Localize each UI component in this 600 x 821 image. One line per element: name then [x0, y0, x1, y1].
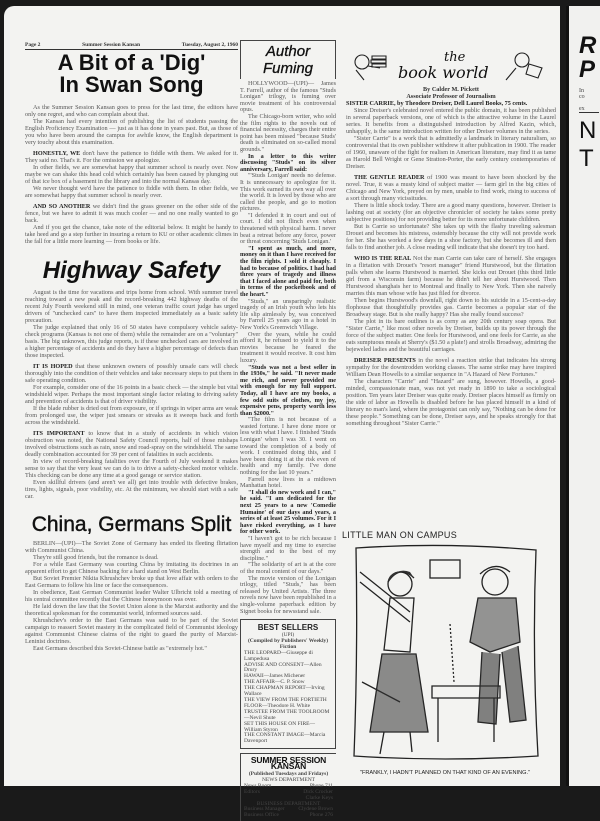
paragraph: The judge explained that only 16 of 50 states have compulsory vehicle safety-check programs (Kansas is not one of them) while the remainder are on a "voluntary" basis. The big unknown, this judge reports, is if these unchecked cars are involved in a higher percentage of accidents and do they have a higher percentage of defects than those inspected. — [25, 324, 238, 359]
paragraph: ITS IMPORTANT to know that in a study of accidents in which vision obstruction was noted, the National Safety Council reports, half of those mishaps involved obstructions such as rain, snow and road-spray on the windshield. The same deadly combination accounted for 39 per cent of fatalities in such accidents. — [25, 430, 238, 458]
paragraph: HOLLYWOOD—(UPI)— James T. Farrell, author of the famous "Studs Lonigan" trilogy, is fuming over movie treatment of his controversial opus. — [240, 80, 336, 114]
paragraph: "I haven't got to be rich because I have myself and my time to exercise strength and to the best of my discipline." — [240, 534, 336, 562]
paragraph: For example, consider one of the 16 points in a basic check — the simple but vital windshield wiper. Perhaps the most important single factor relating to driving safety and prevention of accidents is that of driver visibility. — [25, 384, 238, 405]
text-fragment: co — [579, 94, 585, 100]
paragraph: "I shall do new work and I can," he said. "I am dedicated for the next 25 years to a new 'Comedie Humaine' of our days and years, a series of at least 25 volumes. For it I have risked everything, as I have for other work. — [240, 488, 336, 536]
paragraph: WHO IS THE REAL Not the man Carrie can take care of herself. She engages in a flirtation with Drouet's "resort manager" friend Hurstwood, but the flirtation palls when she learns Hurstwood is married. She kicks out Drouet (this third little girl from a Wisconsin farm) because he didn't tell her about Hurstwood. Then Hurstwood shanghais her to Montreal and finally to New York. Then she naively marries this man whose wife has just filed for divorce. — [346, 255, 556, 297]
cartoon-caption: "FRANKLY, I HADN'T PLANNED ON THAT KIND OF AN EVENING." — [359, 770, 531, 776]
best-seller-item: THE VIEW FROM THE FORTIETH FLOOR—Theodore H. White — [244, 696, 327, 709]
best-seller-item: TRUSTEE FROM THE TOOLROOM—Nevil Shute — [244, 708, 330, 721]
best-seller-item: THE LEOPARD—Giuseppe di Lampedusa — [244, 649, 313, 662]
paragraph: BERLIN—(UPI)—The Soviet Zone of Germany has ended its fleeting flirtation with Communist China. — [25, 540, 238, 554]
adjacent-page — [566, 6, 600, 786]
staff-row: Business Office Phone 276 — [244, 812, 333, 819]
paragraph: The movie version of the Lonigan trilogy, titled "Studs," has been released by United Artists. The three novels now have been republished in a single-volume paperback edition by Signet books for newsstand sale. — [240, 574, 336, 615]
paragraph: But Soviet Premier Nikita Khrushchev broke up that love affair with orders to the East Germans to follow his line or face the consequences. — [25, 575, 238, 589]
issue-date: Tuesday, August 2, 1960 — [181, 42, 238, 48]
paragraph: East Germans described this Soviet-Chinese battle as "extremely hot." — [33, 645, 207, 652]
paragraph: "'Studs Lonigan' needs no defense. It is unnecessary to apologize for it. This work earned its own way all over the world. It is loved by those who are called the people, and go to motion pictures. — [240, 172, 336, 213]
best-seller-item: ADVISE AND CONSENT—Allen Drury — [244, 661, 322, 674]
paragraph: "Sister Carrie" is a work that is admittedly a landmark in literary naturalism, so controversial that its own publisher withdrew it after publication in 1900. The reader of 1960, unaware of the fight for realism in American literature, may find it as tame as Harold Bell Wright or Gene Stratton-Porter, the early century contemporaries of Dreiser. — [346, 135, 556, 170]
staff-row: News Room Phone 711 — [244, 782, 333, 789]
middle-column-stack — [240, 40, 336, 821]
staff-box-title: SUMMER SESSION KANSAN — [250, 755, 327, 772]
page-number: Page 2 — [25, 42, 41, 48]
paragraph: The Chicago-born writer, who sold the film rights to the novels out of financial necessity, charges their entire point has been missed "because Studs' death is eliminated on so-called moral grounds." — [240, 112, 336, 153]
logo-text-bottom: book world — [398, 63, 489, 82]
newspaper-page — [4, 6, 560, 819]
paragraph: HONESTLY, WE don't have the patience to fiddle with them. We asked for it. They said no. That's it. For the omission we apologize. — [25, 150, 238, 164]
paragraph: Then begins Hurstwood's downfall, right down to his suicide in a 15-cent-a-day flophouse that thoughtfully provides gas. Carrie becomes a popular star of the Broadway stage. But is she really happy? Has she really found success? — [346, 297, 556, 318]
masthead — [25, 42, 238, 50]
paragraph: Farrell now lives in a midtown Manhattan hotel. — [240, 475, 336, 490]
paragraph: In view of record-breaking fatalities over the Fourth of July weekend it makes sense to say that the very least we can do is to drive a safety-checked motor vehicle. This checking can be done any time at a good garage or service station. — [25, 458, 238, 479]
paragraph: "I defended it in court and out of court. I did not flinch even when threatened with physical harm. I never beat a retreat before any force, power or threat concerning 'Studs Lonigan.' — [240, 211, 336, 246]
paragraph: "I spent as much, and more, money on it than I have received for the film rights. I sold it cheaply. I had to because of politics. I had had three years of tragedy and illness that I faced alone and paid for, both in terms of the pocketbook and of the heart." — [240, 244, 336, 298]
best-sellers-title: BEST SELLERS — [257, 623, 319, 633]
best-seller-item: THE CHAPMAN REPORT—Irving Wallace — [244, 685, 325, 698]
paragraph: "The film is not because of a wasted fortune. I have done more or less with what I have. I finished 'Studs Lonigan' when I was 30. I went on toward the completion of a body of work. I continued doing this, and I have been doing it at the risk even of health and my family. I've done nothing for the last 10 years." — [240, 416, 336, 477]
paragraph: Khrushchev's order to the East Germans was said to be part of the Soviet campaign to reassert Soviet mastery in the complicated field of Communist ideology against Communist Chinese claims of the right to guard the purity of Marxist-Leninist doctrines. — [25, 617, 238, 645]
best-seller-item: SET THIS HOUSE ON FIRE—William Styron — [244, 720, 315, 733]
paragraph: The characters "Carrie" and "Hazard" are sung, however. Howells, a good-minded, compassionate man, was not yet ready in 1890 to take a sociological position. Ten years later Dreiser was quite ready. Dreiser places himself as firmly on the side of labor as Howells is disabled before he has placed himself in a kind of literary no man's land, where the protagonist can only say, "Nothing can be done for these people." Something can be done, Dreiser says, and he speaks strongly for that something throughout "Sister Carrie." — [346, 378, 556, 427]
left-column — [25, 52, 238, 786]
category: Fiction — [279, 643, 297, 650]
paragraph: "Studs was not a best seller in the 1930s," he said. "It never made me rich, and never provided me with enough for my full support. Today, all I have are my books, a few odd suits of clothes, my joy, expensive pens, property worth less than $2000." — [240, 363, 336, 417]
paragraph: In obedience, East German Communist leader Walter Ulbricht told a meeting of his central committee recently that the Chinese honeymoon was over. — [25, 589, 238, 603]
staff-row: Business Manager Clydene Brown — [244, 806, 333, 813]
text-fragment: ex — [579, 106, 599, 113]
paragraph: They're still good friends, but the romance is dead. — [33, 554, 159, 561]
china-headline: China, Germans Split — [31, 513, 232, 536]
paragraph: And if you get the chance, take note of the editorial below. It might be handy to take heed and go a step further in insuring a return to KU or other academic climes in the fall for a little more learning — from books or life. — [25, 224, 238, 245]
byline-title: Associate Professor of Journalism — [406, 93, 496, 100]
best-seller-item: THE CONSTANT IMAGE—Marcia Davenport — [244, 732, 326, 745]
paragraph: AND SO ANOTHER we didn't find the grass greener on the other side of the fence, but we have to admit it was much cooler — and no one really wanted to go back. — [25, 203, 238, 224]
highway-safety-headline: Highway Safety — [42, 257, 221, 284]
paragraph: Over the years, while he could afford it, he refused to yield it to the movies because he feared the treatment it would receive. It cost him luxury. — [240, 330, 336, 364]
headline-fragment: T — [579, 145, 594, 172]
paragraph: In other fields, we are somewhat happy that summer school is nearly over. Now maybe we can shake this head cold which certainly has been caused by plunging out of that ice box of a basement in the library and into the normal Kansas day. — [25, 164, 238, 185]
news-dept-label: NEWS DEPARTMENT — [261, 776, 316, 783]
book-world-logo — [346, 46, 556, 84]
paragraph: "The solidarity of art is at the core of the moral content of our days." — [240, 561, 336, 575]
paragraph: The plot in its bare outlines is as corny as any 20th century soap opera. But "Sister Carrie," like most other novels by Dreiser, builds up its power through the force of the subject matter. One feels for Hurstwood, and one feels for Carrie, as she eats sumptuous meals at Sherry's ($1.50 a plate!) and strolls Broadway, admiring the bejeweled ladies and the beautiful carriages. — [346, 318, 556, 353]
paragraph: Since Dreiser's celebrated novel entered the public domain, it has been published in several paperback versions, one of which is the attractive volume in the Laurel series. It benefits from a distinguished introduction by Alfred Kazin, which, unhappily, is the same introduction written for other Dreiser volumes in the series. — [346, 107, 556, 135]
paragraph: IT IS HOPED that these unknown owners of possibly unsafe cars will check thoroughly into the condition of their vehicles and take necessary steps to put them in safe operating condition. — [25, 363, 238, 384]
paragraph: We never thought we'd have the patience to fiddle with them. In other fields, we are somewhat happy that summer school is nearly over. — [25, 185, 238, 199]
cartoon-title: LITTLE MAN ON CAMPUS — [342, 530, 458, 540]
business-dept-label: BUSINESS DEPARTMENT — [256, 800, 321, 807]
source: (UPI) — [281, 632, 295, 638]
editorial-headline: A Bit of a 'Dig' In Swan Song — [57, 52, 206, 97]
byline: By Calder M. Pickett — [423, 86, 479, 93]
paragraph: For a while East Germany was courting China by imitating its doctrines in an apparent effort to get Chinese backing for a hard stand on West Berlin. — [25, 561, 238, 575]
paragraph: There is little shock today. There are a good many questions, however. Dreiser is lashing out at society (for an objective chronicler of society he takes some pretty subjective positions) for not providing better for its more unfortunate children. — [346, 202, 556, 223]
middle-column — [240, 40, 336, 615]
headline-fragment: P — [579, 56, 596, 83]
paragraph: August is the time for vacations and trips home from school. With summer travel reaching toward a new peak and the record-breaking 442 highway deaths of the recent July Fourth weekend still in mind, one veteran traffic court judge has urged drivers of "unchecked cars" to have them inspected immediately as a basic safety precaution. — [25, 289, 238, 324]
paragraph: THE GENTLE READER of 1900 was meant to have been shocked by the novel. True, it was a musty kind of subject matter — farm girl in the big cities of Chicago and New York, preyed on by men, unable to find work, rising to success of a sort through many vicissitudes. — [346, 174, 556, 202]
text-fragment: In — [579, 88, 584, 94]
logo-text-top: the — [444, 50, 466, 65]
schedule: (Published Tuesdays and Fridays) — [248, 771, 329, 778]
author-fuming-headline-box: Author Fuming — [240, 40, 336, 79]
paragraph: He laid down the law that the Soviet Union alone is the Marxist authority and the theoretical spokesman for the communist world, informed sources said. — [25, 603, 238, 617]
best-sellers-box — [240, 619, 336, 749]
book-world-logo-art — [346, 46, 556, 84]
cartoon — [350, 542, 540, 778]
headline-fragment: N — [579, 117, 597, 144]
paragraph: In a letter to this writer discussing "Studs" on its silver anniversary, Farrell said: — [240, 152, 336, 173]
cartoon-drawing — [350, 542, 540, 778]
paragraph: DREISER PRESENTS in the novel a reaction strike that indicates his strong sympathy for the downtrodden working classes. The same strike may have inspired William Dean Howells to a similar sequence in "A Hazard of New Fortunes." — [346, 357, 556, 378]
book-review-column — [346, 86, 556, 522]
best-seller-item: THE AFFAIR—C. P. Snow — [244, 679, 305, 686]
paragraph: "Studs," an unsparingly realistic tragedy of an Irish youth who lets his life slip aimlessly by, was conceived by Farrell 25 years ago in a hotel in New York's Greenwich Village. — [240, 297, 336, 331]
staff-row: Editors Dick Crocker — [244, 788, 333, 795]
paper-name: Summer Session Kansan — [82, 42, 141, 48]
headline-fragment: R — [579, 32, 597, 59]
paragraph: But is Carrie so unfortunate? She takes up with the flashy traveling salesman Drouet and becomes his mistress, ostensibly because the city will not provide work for her. She has worked a few days in a shoe factory, but she becomes ill and then falls to find another job. A close reading will indicate that she doesn't try too hard. — [346, 223, 556, 251]
paragraph: If the blade rubber is dried out from exposure, or if springs in wiper arms are weak from prolonged use, the wiper just smears or streaks as it sweeps back and forth across the windshield. — [25, 405, 238, 426]
staff-row: Clarke Keys — [305, 794, 333, 801]
paragraph: Even skillful drivers (and aren't we all) get into trouble with defective brakes, tires, lights, signals, poor visibility, etc. At the minimum, we should start with a safe car. — [25, 479, 238, 500]
review-heading: SISTER CARRIE, by Theodore Dreiser, Dell Laurel Books, 75 cents. — [346, 100, 528, 107]
staff-box — [240, 753, 336, 821]
paragraph: The Kansan had every intention of publishing the list of students passing the English Proficiency Examination — just as it has done in years past. But, as those of you who have been around the campus for awhile know, the English department is very touchy about this examination. — [25, 118, 238, 146]
paragraph: As the Summer Session Kansan goes to press for the last time, the editors have only one regret, and who can complain about that. — [25, 104, 238, 118]
compiled-by: (Compiled by Publishers' Weekly) — [247, 637, 329, 644]
best-seller-item: HAWAII—James Michener — [244, 673, 306, 680]
